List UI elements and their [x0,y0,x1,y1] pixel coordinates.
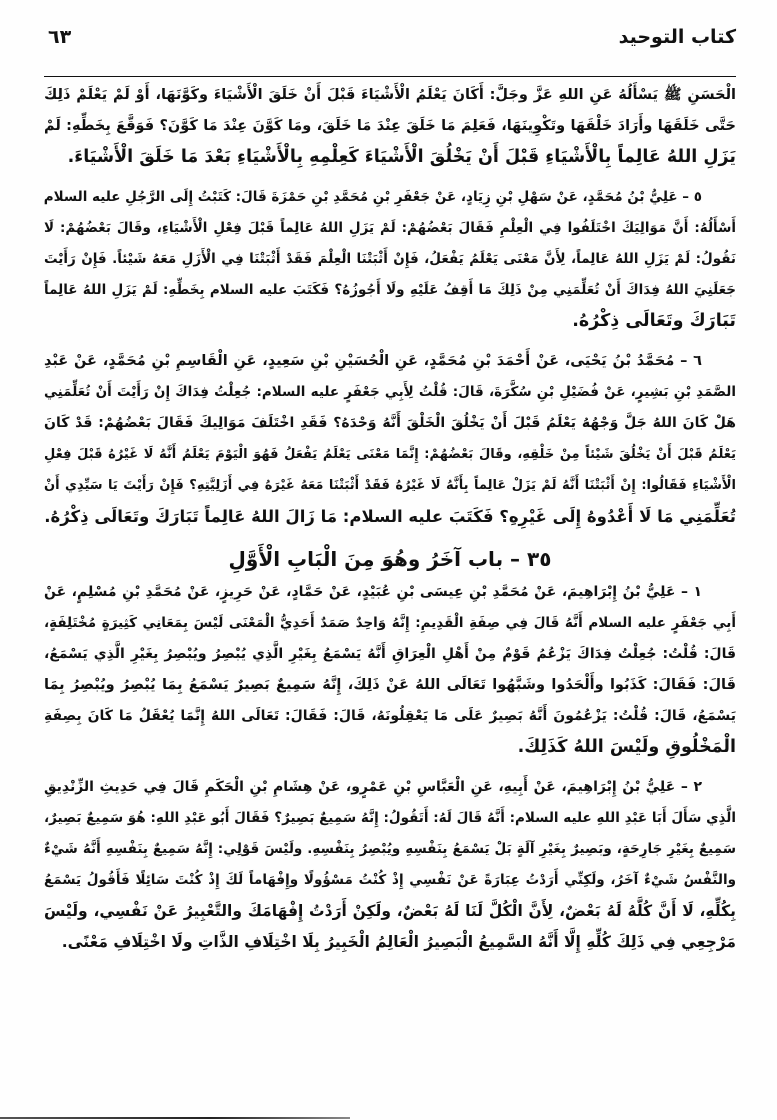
text-line: الصَّمَدِ بْنِ بَشِيرٍ، عَنْ فُضَيْلِ بْنِ سُكَّرَةَ، قَالَ: قُلْتُ لِأَبِي جَعْفَرٍ عليه السلام: جُعِلْتُ فِدَاكَ إِنْ رَأَيْتَ أَنْ تُعَلِّمَنِي [44,384,736,400]
hadith-2 [44,772,736,958]
text-line: ١ – عَلِيُّ بْنُ إِبْرَاهِيمَ، عَنْ مُحَمَّدِ بْنِ عِيسَى بْنِ عُبَيْدٍ، عَنْ حَمَّادٍ، عَنْ حَرِيزٍ، عَنْ مُحَمَّدِ بْنِ مُسْلِمٍ، عَنْ [44,584,702,600]
text-line: يَزَلِ اللهُ عَالِماً بِالْأَشْيَاءِ قَبْلَ أَنْ يَخْلُقَ الْأَشْيَاءَ كَعِلْمِهِ بِالْأَشْيَاءِ بَعْدَ مَا خَلَقَ الْأَشْيَاءَ. [67,147,736,167]
text-line: قَالَ: فَقَالَ: كَذَبُوا وأَلْحَدُوا وشَبَّهُوا تَعَالَى اللهُ عَنْ ذَلِكَ، إِنَّهُ سَمِيعٌ بَصِيرٌ يَسْمَعُ بِمَا يُبْصِرُ ويُبْصِرُ بِمَا [44,677,736,693]
header-rule [44,76,736,77]
text-line: أَبِي جَعْفَرٍ عليه السلام أَنَّهُ قَالَ فِي صِفَةِ الْقَدِيمِ: إِنَّهُ وَاحِدٌ صَمَدٌ أَحَدِيُّ الْمَعْنَى لَيْسَ بِمَعَانِي كَثِيرَةٍ مُخْتَلِفَةٍ، [44,615,736,631]
text-line: أَسْأَلُهُ: أَنَّ مَوَالِيَكَ اخْتَلَفُوا فِي الْعِلْمِ فَقَالَ بَعْضُهُمْ: لَمْ يَزَلِ اللهُ عَالِماً قَبْلَ فِعْلِ الْأَشْيَاءِ، وقَالَ بَعْضُهُمْ: لَا [44,220,736,236]
text-line: ٥ – عَلِيُّ بْنُ مُحَمَّدٍ، عَنْ سَهْلِ بْنِ زِيَادٍ، عَنْ جَعْفَرِ بْنِ مُحَمَّدِ بْنِ حَمْزَةَ قَالَ: كَتَبْتُ إِلَى الرَّجُلِ عليه السلام [44,189,702,205]
hadith-5 [44,182,736,337]
text-line: قَالَ: قُلْتُ: جُعِلْتُ فِدَاكَ يَزْعُمُ قَوْمٌ مِنْ أَهْلِ الْعِرَاقِ أَنَّهُ يَسْمَعُ بِغَيْرِ الَّذِي يُبْصِرُ ويُبْصِرُ بِغَيْرِ الَّذِي يَسْمَعُ، [44,646,736,662]
chapter-title: ٣٥ – باب آخَرُ وهُوَ مِنَ الْبَابِ الْأَوَّلِ [228,547,552,571]
text-line: ٦ – مُحَمَّدُ بْنُ يَحْيَى، عَنْ أَحْمَدَ بْنِ مُحَمَّدٍ، عَنِ الْحُسَيْنِ بْنِ سَعِيدٍ، عَنِ الْقَاسِمِ بْنِ مُحَمَّدٍ، عَنْ عَبْدِ [44,353,702,369]
text-line: مَرْجِعِي فِي ذَلِكَ كُلِّهِ إِلَّا أَنَّهُ السَّمِيعُ الْبَصِيرُ الْعَالِمُ الْخَبِيرُ بِلَا اخْتِلَافِ الذَّاتِ ولَا اخْتِلَافِ مَعْنًى. [61,933,736,951]
text-line: يَعْلَمُ قَبْلَ أَنْ يَخْلُقَ شَيْئاً مِنْ خَلْقِهِ، وقَالَ بَعْضُهُمْ: إِنَّمَا مَعْنَى يَعْلَمُ يَفْعَلُ فَهُوَ الْيَوْمَ يَعْلَمُ أَنَّهُ لَا غَيْرُهُ قَبْلَ فِعْلِ [44,447,736,462]
book-title: كتاب التوحيد [618,26,736,48]
text-line: الْحَسَنِ ﷺ يَسْأَلُهُ عَنِ اللهِ عَزَّ وجَلَّ: أَكَانَ يَعْلَمُ الْأَشْيَاءَ قَبْلَ أَنْ خَلَقَ الْأَشْيَاءَ وكَوَّنَهَا، أَوْ لَمْ يَعْلَمْ ذَلِكَ [44,87,736,103]
page-number: ٦٣ [48,26,72,48]
text-line: الْمَخْلُوقِ ولَيْسَ اللهُ كَذَلِكَ. [517,737,736,757]
running-head [44,22,736,56]
text-line: والنَّفْسُ شَيْءٌ آخَرُ، ولَكِنِّي أَرَدْتُ عِبَارَةً عَنْ نَفْسِي إِذْ كُنْتُ مَسْؤُولًا وإِفْهَاماً لَكَ إِذْ كُنْتَ سَائِلًا فَأَقُولُ يَسْمَعُ [44,872,736,888]
hadith-1 [44,577,736,763]
page-body [44,80,736,958]
text-line: الَّذِي سَأَلَ أَبَا عَبْدِ اللهِ عليه السلام: أَنَّهُ قَالَ لَهُ: أَتَقُولُ: إِنَّهُ سَمِيعٌ بَصِيرٌ؟ فَقَالَ أَبُو عَبْدِ اللهِ: هُوَ سَمِيعٌ بَصِيرٌ، [44,810,736,826]
text-line: تُعَلِّمَنِي مَا لَا أَعْدُوهُ إِلَى غَيْرِهِ؟ فَكَتَبَ عليه السلام: مَا زَالَ اللهُ عَالِماً تَبَارَكَ وتَعَالَى ذِكْرُهُ. [44,507,736,526]
text-line: يَسْمَعُ، قَالَ: قُلْتُ: يَزْعُمُونَ أَنَّهُ بَصِيرٌ عَلَى مَا يَعْقِلُونَهُ، قَالَ: فَقَالَ: تَعَالَى اللهُ إِنَّمَا يُعْقَلُ مَا كَانَ بِصِفَةِ [44,708,736,724]
paragraph-continuation [44,80,736,173]
text-line: نَقُولُ: لَمْ يَزَلِ اللهُ عَالِماً، لِأَنَّ مَعْنَى يَعْلَمُ يَفْعَلُ، فَإِنْ أَثْبَتْنَا الْعِلْمَ فَقَدْ أَثْبَتْنَا فِي الْأَزَلِ مَعَهُ شَيْئاً. فَإِنْ رَأَيْتَ [44,251,736,267]
text-line: تَبَارَكَ وتَعَالَى ذِكْرُهُ. [572,311,736,331]
text-line: سَمِيعٌ بِغَيْرِ جَارِحَةٍ، وبَصِيرٌ بِغَيْرِ آلَةٍ بَلْ يَسْمَعُ بِنَفْسِهِ ويُبْصِرُ بِنَفْسِهِ. ولَيْسَ قَوْلِي: إِنَّهُ سَمِيعٌ بِنَفْسِهِ أَنَّهُ شَيْءٌ [44,841,736,857]
scan-edge-shadow [0,1117,350,1119]
text-line: هَلْ كَانَ اللهُ جَلَّ وَجْهُهُ يَعْلَمُ قَبْلَ أَنْ يَخْلُقَ الْخَلْقَ أَنَّهُ وَحْدَهُ؟ فَقَدِ اخْتَلَفَ مَوَالِيكَ فَقَالَ بَعْضُهُمْ: قَدْ كَانَ [44,415,736,431]
text-line: جَعَلَنِيَ اللهُ فِدَاكَ أَنْ تُعَلِّمَنِي مِنْ ذَلِكَ مَا أَقِفُ عَلَيْهِ ولَا أَجُوزُهُ؟ فَكَتَبَ عليه السلام بِخَطِّهِ: لَمْ يَزَلِ اللهُ عَالِماً [44,282,736,298]
text-line: الْأَشْيَاءِ فَقَالُوا: إِنْ أَثْبَتْنَا أَنَّهُ لَمْ يَزَلْ عَالِماً بِأَنَّهُ لَا غَيْرُهُ فَقَدْ أَثْبَتْنَا مَعَهُ غَيْرَهُ فِي أَزَلِيَّتِهِ؟ فَإِنْ رَأَيْتَ يَا سَيِّدِي أَنْ [44,478,736,493]
text-line: حَتَّى خَلَقَهَا وأَرَادَ خَلْقَهَا وتَكْوِينَهَا، فَعَلِمَ مَا خَلَقَ عِنْدَ مَا خَلَقَ، ومَا كَوَّنَ عِنْدَ مَا كَوَّنَ؟ فَوَقَّعَ بِخَطِّهِ: لَمْ [44,118,736,134]
book-page [44,0,736,1120]
text-line: ٢ – عَلِيُّ بْنُ إِبْرَاهِيمَ، عَنْ أَبِيهِ، عَنِ الْعَبَّاسِ بْنِ عَمْرٍو، عَنْ هِشَامِ بْنِ الْحَكَمِ قَالَ فِي حَدِيثِ الزِّنْدِيقِ [44,779,702,795]
hadith-6 [44,346,736,532]
text-line: بِكُلِّهِ، لَا أَنَّ كُلَّهُ لَهُ بَعْضٌ، لِأَنَّ الْكُلَّ لَنَا لَهُ بَعْضٌ، ولَكِنْ أَرَدْتُ إِفْهَامَكَ والتَّعْبِيرُ عَنْ نَفْسِي، ولَيْسَ [44,902,736,920]
